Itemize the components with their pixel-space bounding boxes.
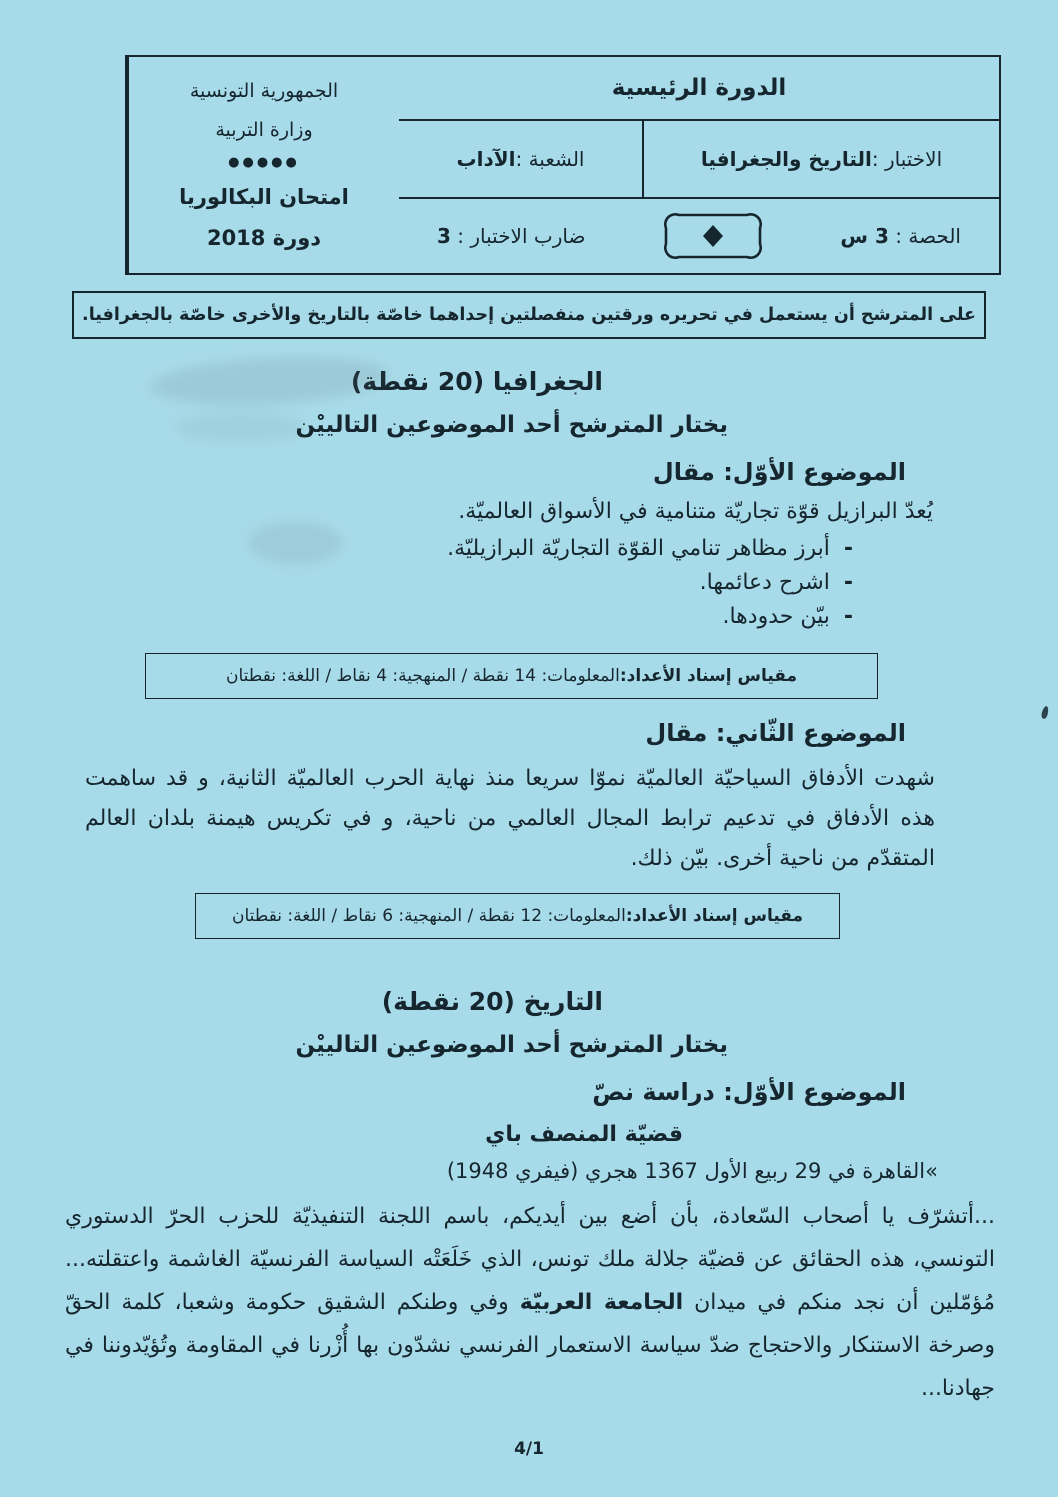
bullet-item bbox=[0, 604, 853, 629]
republic-line: الجمهورية التونسية bbox=[189, 80, 339, 102]
document-body-bold: الجامعة العربيّة bbox=[519, 1290, 684, 1315]
history-title: التاريخ (20 نقطة) bbox=[381, 987, 603, 1016]
header-exam-info bbox=[399, 57, 999, 273]
geo-topic1-grading-scale bbox=[145, 653, 878, 699]
page-number: 4/1 bbox=[514, 1439, 544, 1459]
coefficient-value: 3 bbox=[437, 224, 451, 248]
document-title: قضيّة المنصف باي bbox=[485, 1122, 683, 1147]
coefficient-cell bbox=[437, 224, 585, 248]
geo-topic2-heading: الموضوع الثّاني: مقال bbox=[645, 719, 906, 747]
exam-subject-cell bbox=[642, 121, 999, 197]
ministry-line: وزارة التربية bbox=[215, 119, 313, 141]
scale-label: مقياس إسناد الأعداد: bbox=[619, 666, 798, 686]
geo-topic1-heading: الموضوع الأوّل: مقال bbox=[652, 458, 906, 486]
document-dateline: »القاهرة في 29 ربيع الأول 1367 هجري (فيفري 1948) bbox=[446, 1159, 938, 1183]
header-official-block bbox=[127, 57, 399, 273]
exam-label: الاختبار : bbox=[871, 147, 943, 171]
bullet-item bbox=[0, 570, 853, 595]
duration-label: الحصة : bbox=[888, 224, 961, 248]
exam-name: امتحان البكالوريا bbox=[179, 185, 349, 209]
header-row-subject bbox=[399, 121, 999, 199]
header-table bbox=[125, 55, 1001, 275]
document-body-part2: وفي وطنكم الشقيق حكومة وشعبا، كلمة الحقّ وصرخة الاستنكار والاحتجاج ضدّ سياسة الاستعمار الفرنسي نشدّون بها أُزْرنا في المقاومة وتُؤيّدوننا في جهادنا... bbox=[65, 1290, 995, 1401]
bullet-dash: - bbox=[843, 604, 853, 629]
hist-topic1-heading: الموضوع الأوّل: دراسة نصّ bbox=[592, 1078, 906, 1106]
bullet-item bbox=[0, 536, 853, 561]
document-body-part1: ...أتشرّف يا أصحاب السّعادة، بأن أضع بين أيديكم، باسم اللجنة التنفيذيّة للحزب الحرّ الدستوري التونسي، هذه الحقائق عن قضيّة جلالة ملك تونس، الذي خَلَعَتْه السياسة الفرنسيّة الغاشمة واعتقلته... مُؤمّلين أن نجد منكم في ميدان bbox=[65, 1204, 995, 1315]
section-cell bbox=[399, 121, 642, 197]
session-year: دورة 2018 bbox=[206, 226, 322, 250]
geo-topic2-text: شهدت الأدفاق السياحيّة العالميّة نموّا سريعا منذ نهاية الحرب العالميّة الثانية، و قد ساهمت هذه الأدفاق في تدعيم ترابط المجال العالمي من ناحية، و في تكريس هيمنة بلدان العالم المتقدّم من ناحية أخرى. بيّن ذلك. bbox=[85, 766, 935, 871]
duration-value: 3 س bbox=[840, 224, 889, 248]
history-choose-line: يختار المترشح أحد الموضوعين التالييْن bbox=[295, 1032, 728, 1058]
separator-dots: ●●●●● bbox=[228, 155, 300, 170]
bullet-dash: - bbox=[843, 570, 853, 595]
plaque-diamond-icon bbox=[657, 206, 769, 266]
geo-topic1-bullets bbox=[0, 536, 853, 629]
exam-value: التاريخ والجغرافيا bbox=[700, 147, 872, 171]
geo-topic1-intro: يُعدّ البرازيل قوّة تجاريّة متنامية في الأسواق العالميّة. bbox=[458, 499, 933, 524]
bullet-text: اشرح دعائمها. bbox=[699, 570, 830, 595]
geography-title: الجغرافيا (20 نقطة) bbox=[350, 367, 603, 396]
document-body bbox=[65, 1195, 995, 1410]
bullet-text: بيّن حدودها. bbox=[722, 604, 830, 629]
ink-speck bbox=[1041, 705, 1050, 719]
coefficient-label: ضارب الاختبار : bbox=[450, 224, 586, 248]
bullet-text: أبرز مظاهر تنامي القوّة التجاريّة البرازيليّة. bbox=[447, 536, 830, 561]
geo-topic2-grading-scale bbox=[195, 893, 840, 939]
scan-smudge bbox=[175, 412, 305, 442]
header-row-duration bbox=[399, 199, 999, 273]
duration-cell bbox=[840, 224, 961, 248]
session-title: الدورة الرئيسية bbox=[399, 57, 999, 121]
section-value: الآداب bbox=[456, 147, 516, 171]
section-label: الشعبة : bbox=[515, 147, 585, 171]
scale-detail: المعلومات: 14 نقطة / المنهجية: 4 نقاط / اللغة: نقطتان bbox=[225, 666, 620, 686]
scale-detail: المعلومات: 12 نقطة / المنهجية: 6 نقاط / اللغة: نقطتان bbox=[231, 906, 626, 926]
scale-label: مقياس إسناد الأعداد: bbox=[625, 906, 804, 926]
candidate-notice: على المترشح أن يستعمل في تحريره ورقتين منفصلتين إحداهما خاصّة بالتاريخ والأخرى خاصّة بالجغرافيا. bbox=[72, 291, 986, 339]
bullet-dash: - bbox=[843, 536, 853, 561]
geography-choose-line: يختار المترشح أحد الموضوعين التالييْن bbox=[295, 412, 728, 438]
